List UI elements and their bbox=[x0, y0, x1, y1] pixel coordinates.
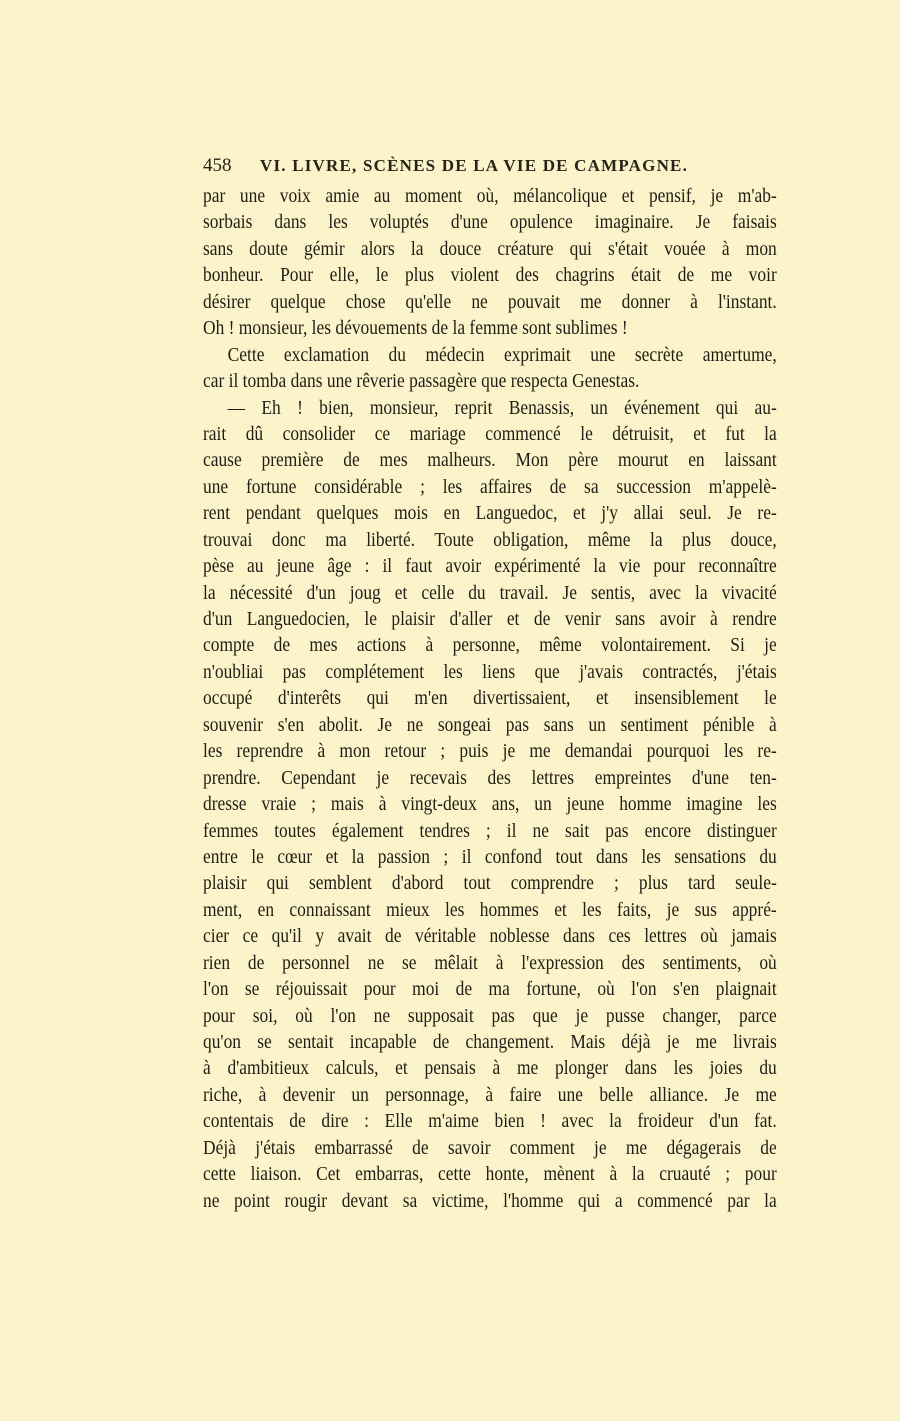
text-line-content: à d'ambitieux calculs, et pensais à me plonger dans les joies du bbox=[203, 1057, 777, 1080]
text-line-content: une fortune considérable ; les affaires de sa succession m'appelè- bbox=[203, 475, 777, 498]
text-line bbox=[203, 1161, 777, 1187]
text-line bbox=[203, 976, 777, 1002]
page-header bbox=[203, 155, 777, 181]
text-line bbox=[203, 209, 777, 235]
text-line bbox=[203, 1029, 777, 1055]
text-line-content: Cette exclamation du médecin exprimait une secrète amertume, bbox=[227, 343, 777, 366]
text-line-content: désirer quelque chose qu'elle ne pouvait me donner à l'instant. bbox=[203, 290, 777, 313]
text-line-content: cier ce qu'il y avait de véritable noblesse dans ces lettres où jamais bbox=[203, 925, 777, 948]
text-line-content: rait dû consolider ce mariage commencé le détruisit, et fut la bbox=[203, 422, 777, 445]
text-line bbox=[203, 395, 777, 421]
text-line bbox=[203, 606, 777, 632]
text-line-content: compte de mes actions à personne, même volontairement. Si je bbox=[203, 634, 777, 657]
text-line-content: trouvai donc ma liberté. Toute obligation, même la plus douce, bbox=[203, 528, 777, 551]
text-line-content: car il tomba dans une rêverie passagère que respecta Genestas. bbox=[203, 370, 640, 393]
text-line bbox=[203, 1188, 777, 1214]
text-line-content: entre le cœur et la passion ; il confond tout dans les sensations du bbox=[203, 845, 777, 868]
text-line-content: Déjà j'étais embarrassé de savoir comment je me dégagerais de bbox=[203, 1136, 777, 1159]
text-line-content: les reprendre à mon retour ; puis je me demandai pourquoi les re- bbox=[203, 740, 777, 763]
text-line bbox=[203, 738, 777, 764]
text-line bbox=[203, 923, 777, 949]
text-line-content: contentais de dire : Elle m'aime bien ! avec la froideur d'un fat. bbox=[203, 1110, 777, 1133]
text-line bbox=[203, 1055, 777, 1081]
text-line-content: sorbais dans les voluptés d'une opulence imaginaire. Je faisais bbox=[203, 211, 777, 234]
text-line bbox=[203, 870, 777, 896]
text-line bbox=[203, 580, 777, 606]
text-line-content: prendre. Cependant je recevais des lettres empreintes d'une ten- bbox=[203, 766, 777, 789]
text-line-content: femmes toutes également tendres ; il ne sait pas encore distinguer bbox=[203, 819, 777, 842]
text-line-content: d'un Languedocien, le plaisir d'aller et de venir sans avoir à rendre bbox=[203, 608, 777, 630]
text-line-content: qu'on se sentait incapable de changement. Mais déjà je me livrais bbox=[203, 1031, 777, 1053]
text-line-content: par une voix amie au moment où, mélancolique et pensif, je m'ab- bbox=[203, 185, 777, 207]
text-line bbox=[203, 553, 777, 579]
text-line-content: cause première de mes malheurs. Mon père mourut en laissant bbox=[203, 449, 777, 472]
text-line bbox=[203, 368, 777, 394]
text-line bbox=[203, 183, 777, 209]
text-line bbox=[203, 474, 777, 500]
running-title: VI. LIVRE, SCÈNES DE LA VIE DE CAMPAGNE. bbox=[260, 156, 689, 175]
text-line-content: plaisir qui semblent d'abord tout comprendre ; plus tard seule- bbox=[203, 872, 777, 895]
text-line bbox=[203, 765, 777, 791]
text-line-content: Oh ! monsieur, les dévouements de la femme sont sublimes ! bbox=[203, 317, 628, 340]
page-number: 458 bbox=[203, 155, 232, 176]
text-line bbox=[203, 818, 777, 844]
text-line bbox=[203, 289, 777, 315]
page-body-text bbox=[203, 183, 777, 1214]
text-line bbox=[203, 791, 777, 817]
text-line bbox=[203, 527, 777, 553]
text-line bbox=[203, 500, 777, 526]
text-line-content: dresse vraie ; mais à vingt-deux ans, un jeune homme imagine les bbox=[203, 793, 777, 816]
text-line bbox=[203, 844, 777, 870]
text-line bbox=[203, 632, 777, 658]
text-line-content: n'oubliai pas complétement les liens que j'avais contractés, j'étais bbox=[203, 660, 777, 683]
text-line bbox=[203, 262, 777, 288]
text-line-content: cette liaison. Cet embarras, cette honte, mènent à la cruauté ; pour bbox=[203, 1163, 777, 1186]
text-line bbox=[203, 1003, 777, 1029]
text-line bbox=[203, 712, 777, 738]
text-line bbox=[203, 236, 777, 262]
text-line bbox=[203, 1135, 777, 1161]
text-line bbox=[203, 1082, 777, 1108]
text-line-content: rent pendant quelques mois en Languedoc, et j'y allai seul. Je re- bbox=[203, 502, 777, 525]
text-line bbox=[203, 659, 777, 685]
text-line-content: ne point rougir devant sa victime, l'homme qui a commencé par la bbox=[203, 1189, 777, 1212]
text-line-content: pèse au jeune âge : il faut avoir expérimenté la vie pour reconnaître bbox=[203, 555, 777, 578]
text-line bbox=[203, 685, 777, 711]
text-line bbox=[203, 897, 777, 923]
text-line bbox=[203, 950, 777, 976]
text-line-content: rien de personnel ne se mêlait à l'expression des sentiments, où bbox=[203, 951, 777, 974]
text-line bbox=[203, 1108, 777, 1134]
text-line-content: riche, à devenir un personnage, à faire une belle alliance. Je me bbox=[203, 1083, 777, 1106]
text-line bbox=[203, 421, 777, 447]
text-line-content: sans doute gémir alors la douce créature qui s'était vouée à mon bbox=[203, 237, 777, 260]
text-line-content: — Eh ! bien, monsieur, reprit Benassis, un événement qui au- bbox=[227, 396, 777, 419]
text-line-content: la nécessité d'un joug et celle du travail. Je sentis, avec la vivacité bbox=[203, 581, 777, 604]
text-line bbox=[203, 342, 777, 368]
text-line bbox=[203, 447, 777, 473]
text-line-content: l'on se réjouissait pour moi de ma fortune, où l'on s'en plaignait bbox=[203, 978, 777, 1001]
text-line-content: pour soi, où l'on ne supposait pas que je pusse changer, parce bbox=[203, 1004, 777, 1027]
text-line-content: bonheur. Pour elle, le plus violent des chagrins était de me voir bbox=[203, 264, 777, 287]
text-line-content: ment, en connaissant mieux les hommes et les faits, je sus appré- bbox=[203, 898, 777, 921]
text-line-content: occupé d'interêts qui m'en divertissaient, et insensiblement le bbox=[203, 687, 777, 710]
text-line bbox=[203, 315, 777, 341]
text-line-content: souvenir s'en abolit. Je ne songeai pas sans un sentiment pénible à bbox=[203, 713, 777, 736]
